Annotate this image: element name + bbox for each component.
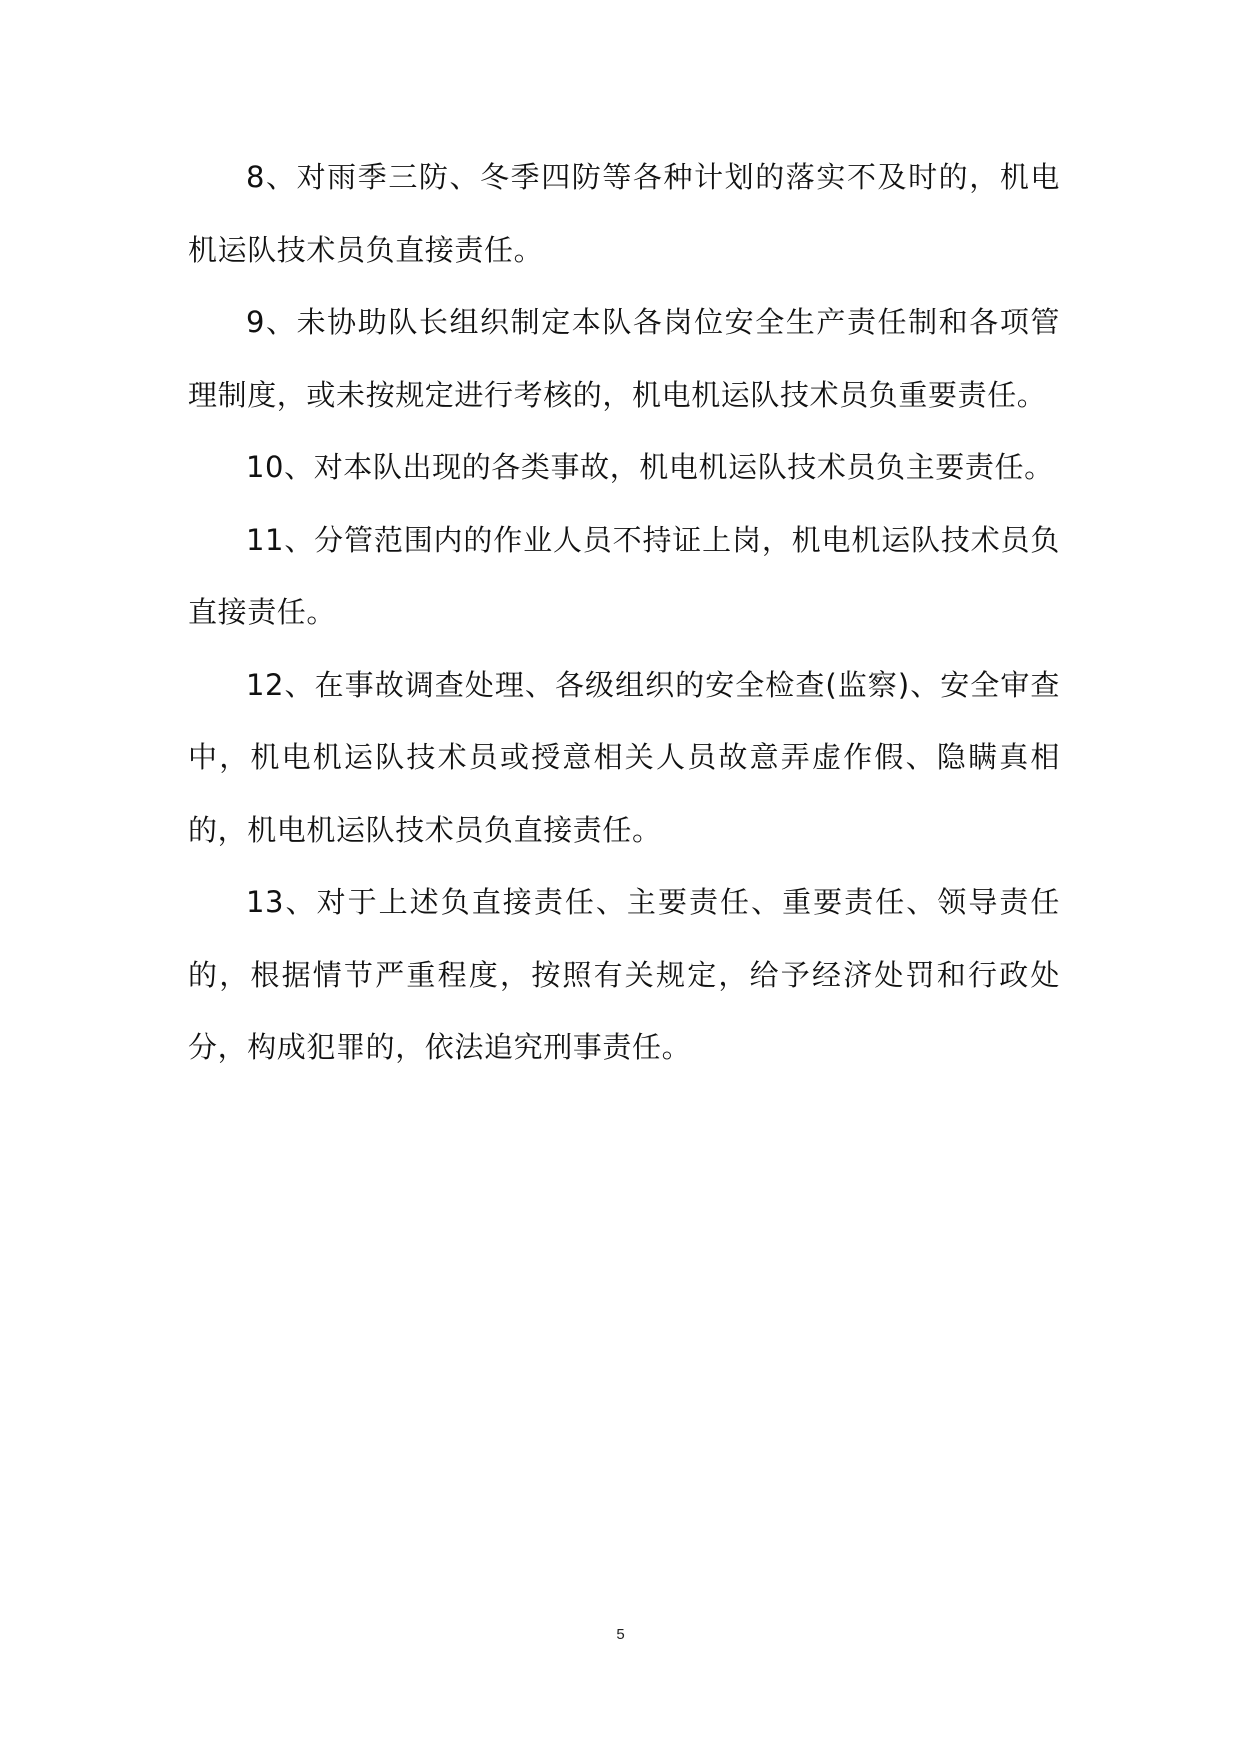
paragraph-item-13: 13、对于上述负直接责任、主要责任、重要责任、领导责任的，根据情节严重程度，按照有关规定，给予经济处罚和行政处分，构成犯罪的，依法追究刑事责任。 (188, 885, 1060, 1064)
paragraph-item-9: 9、未协助队长组织制定本队各岗位安全生产责任制和各项管理制度，或未按规定进行考核的，机电机运队技术员负重要责任。 (188, 305, 1060, 412)
paragraph-item-8: 8、对雨季三防、冬季四防等各种计划的落实不及时的，机电机运队技术员负直接责任。 (188, 160, 1060, 267)
page-number: 5 (616, 1626, 625, 1643)
paragraph-item-10: 10、对本队出现的各类事故，机电机运队技术员负主要责任。 (246, 450, 1054, 484)
document-body (188, 141, 1060, 1084)
paragraph-item-12: 12、在事故调查处理、各级组织的安全检查(监察)、安全审查中，机电机运队技术员或授意相关人员故意弄虚作假、隐瞒真相的，机电机运队技术员负直接责任。 (188, 667, 1060, 847)
paragraph-item-11: 11、分管范围内的作业人员不持证上岗，机电机运队技术员负直接责任。 (188, 522, 1060, 629)
